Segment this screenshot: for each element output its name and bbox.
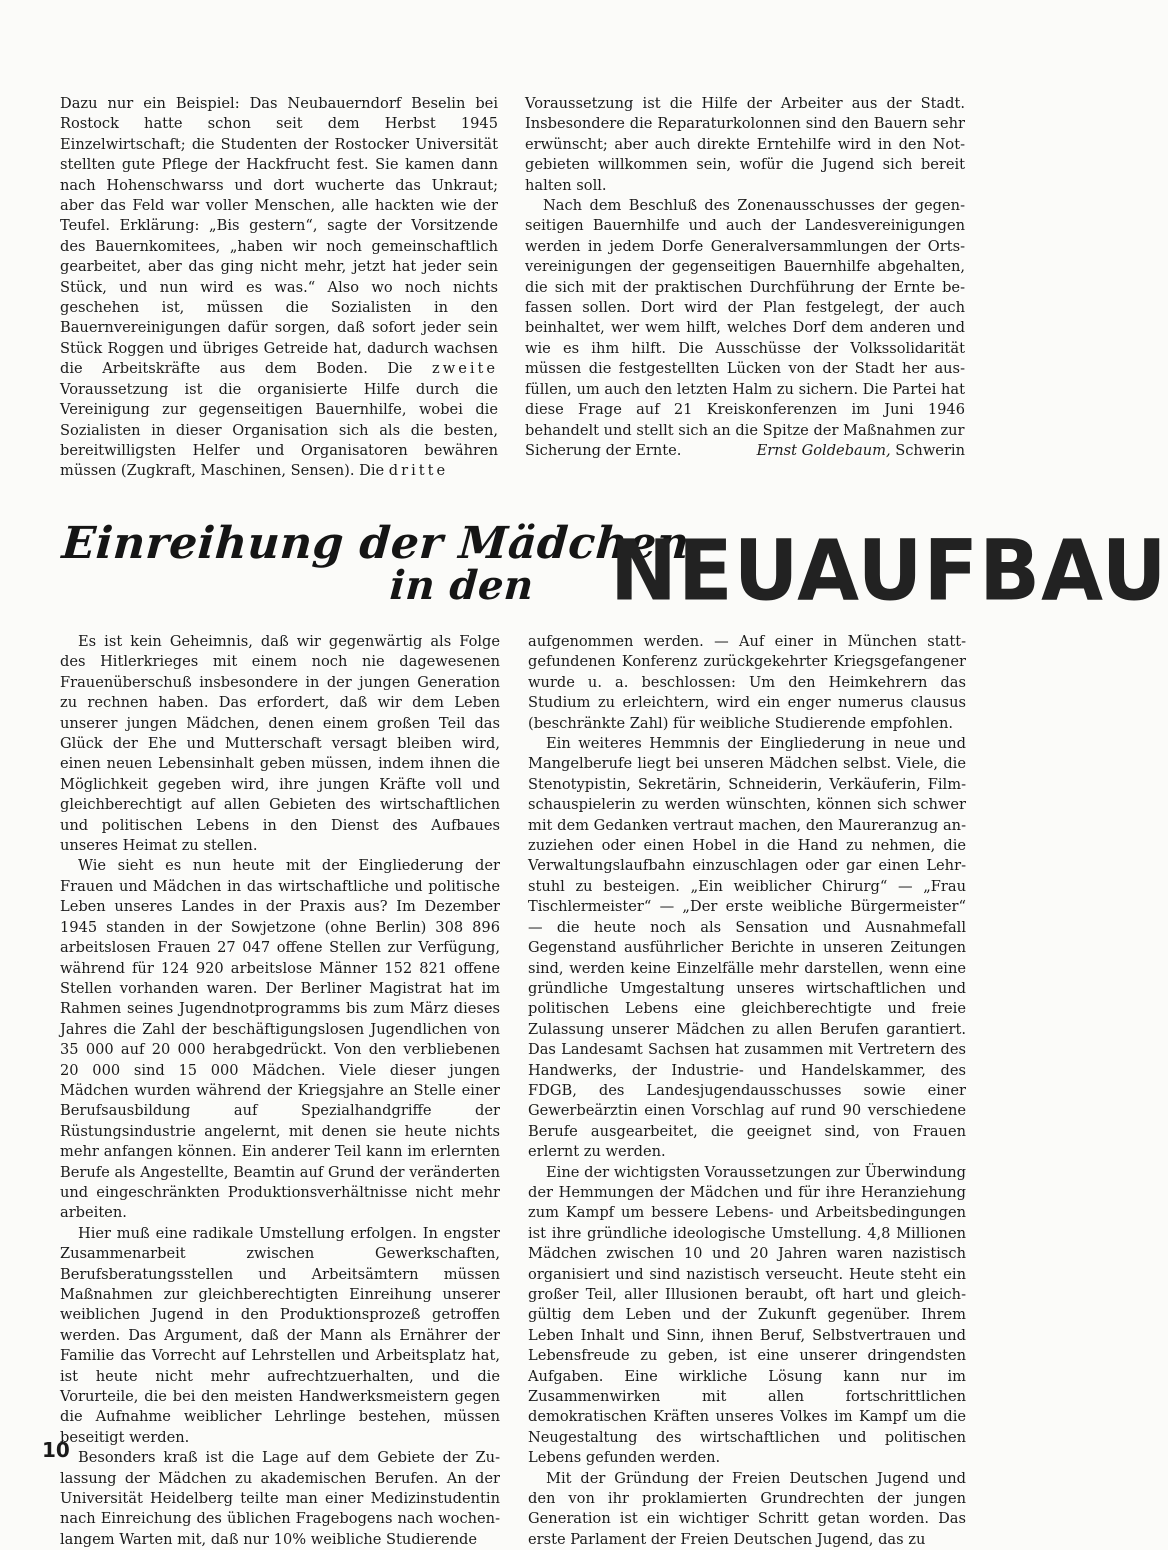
- spaced-word: dritte: [388, 462, 449, 480]
- heading-script-line-1: Einreihung der Mädchen: [60, 518, 691, 569]
- main-right-paragraph: Ein weiteres Hemmnis der Eingliederung in neue und Mangelberufe liegt bei unseren Mädchen selbst. Viele, die Stenotypistin, Sekretärin, Schneiderin, Verkäuferin, Filmschauspielerin zu werden wünschten, können sich schwer mit dem Gedanken vertraut machen, den Maureranzug anzuziehen oder einen Hobel in die Hand zu nehmen, die Verwaltungslaufbahn einzuschlagen oder gar einen Lehrstuhl zu besteigen. „Ein weiblicher Chirurg“ — „Frau Tischlermeister“ — „Der erste weibliche Bürgermeister“ — die heute noch als Sensation und Ausnahmefall Gegenstand ausführlicher Berichte in unseren Zeitungen sind, werden keine Einzelfälle mehr darstellen, wenn eine gründliche Umgestaltung unseres wirtschaftlichen und politischen Lebens eine gleichberechtigte und freie Zulassung unserer Mädchen zu allen Berufen garantiert. Das Landesamt Sachsen hat zusammen mit Vertretern des Handwerks, der Industrie- und Handelskammer, des FDGB, des Landesjugendausschusses sowie einer Gewerbeärztin einen Vorschlag auf rund 90 verschiedene Berufe ausgearbeitet, die geeignet sind, von Frauen erlernt zu werden.: [528, 735, 966, 1161]
- main-right-paragraph: Eine der wichtigsten Voraussetzungen zur Überwindung der Hemmungen der Mädchen und für ihre Heranziehung zum Kampf um bessere Lebens- und Arbeitsbedingungen ist ihre gründliche ideologische Umstellung. 4,8 Millionen Mädchen zwischen 10 und 20 Jahren waren nazistisch organisiert und sind nazistisch verseucht. Heute steht ein großer Teil, aller Illusionen beraubt, oft hart und gleichgültig dem Leben und der Zukunft gegenüber. Ihrem Leben Inhalt und Sinn, ihnen Beruf, Selbstvertrauen und Lebensfreude zu geben, ist eine unserer dringendsten Aufgaben. Eine wirkliche Lösung kann nur im Zusammenwirken mit allen fortschrittlichen demokratischen Kräften unseres Volkes im Kampf um die Neugestaltung des wirtschaftlichen und politischen Lebens gefunden werden.: [528, 1163, 966, 1467]
- top-article-left-column: [60, 94, 498, 482]
- spaced-word: zweite: [432, 360, 499, 378]
- main-left-paragraph: Besonders kraß ist die Lage auf dem Gebiete der Zulassung der Mädchen zu akademischen Berufen. An der Universität Heidelberg teilte man einer Medizinstudentin nach Einreichung des üblichen Fragebogens nach wochenlangem Warten mit, daß nur 10% weibliche Studierende: [60, 1449, 500, 1548]
- main-left-paragraph: Wie sieht es nun heute mit der Eingliederung der Frauen und Mädchen in das wirtschaftliche und politische Leben unseres Landes in der Praxis aus? Im Dezember 1945 standen in der Sowjetzone (ohne Berlin) 308 896 arbeitslosen Frauen 27 047 offene Stellen zur Verfügung, während für 124 920 arbeitslose Männer 152 821 offene Stellen vorhanden waren. Der Berliner Magistrat hat im Rahmen seines Jugendnotprogramms bis zum März dieses Jahres die Zahl der beschäftigungslosen Jugendlichen von 35 000 auf 20 000 herabgedrückt. Von den verbliebenen 20 000 sind 15 000 Mädchen. Viele dieser jungen Mädchen wurden während der Kriegsjahre an Stelle einer Berufsausbildung auf Spezialhandgriffe der Rüstungsindustrie angelernt, mit denen sie heute nichts mehr anfangen können. Ein anderer Teil kann im erlernten Berufe als Angestellte, Beamtin auf Grund der veränderten und eingeschränkten Produktionsverhältnisse nicht mehr arbeiten.: [60, 857, 500, 1222]
- paragraph-text: Voraussetzung ist die organisierte Hilfe durch die Vereinigung zur gegenseitigen Bauernhilfe, wobei die Sozialisten in dieser Organisation sich als die besten, bereitwilligsten Helfer und Organisatoren bewähren müssen (Zugkraft, Maschinen, Sensen). Die: [60, 380, 498, 480]
- main-right-paragraph: aufgenommen werden. — Auf einer in München stattgefundenen Konferenz zurückgekehrter Kriegsgefangener wurde u. a. beschlossen: Um den Heimkehrern das Studium zu erleichtern, wird ein enger numerus clausus (beschränkte Zahl) für weibliche Studierende empfohlen.: [528, 633, 966, 732]
- signature-line: [525, 441, 965, 461]
- top-article-right-column: [525, 94, 965, 461]
- author-city: Schwerin: [895, 441, 965, 459]
- top-right-paragraph: Voraussetzung ist die Hilfe der Arbeiter aus der Stadt. Insbesondere die Reparaturkolonnen sind den Bauern sehr erwünscht; aber auch direkte Erntehilfe wird in den Notgebieten willkommen sein, wofür die Jugend sich bereit halten soll.: [525, 95, 965, 194]
- closing-text: Sicherung der Ernte.: [525, 441, 682, 459]
- main-left-paragraph: Es ist kein Geheimnis, daß wir gegenwärtig als Folge des Hitlerkrieges mit einem noch nie dagewesenen Frauenüberschuß insbesondere in der jungen Generation zu rechnen haben. Das erfordert, daß wir dem Leben unserer jungen Mädchen, denen einem großen Teil das Glück der Ehe und Mutterschaft versagt bleiben wird, einen neuen Lebensinhalt geben müssen, indem ihnen die Möglichkeit gegeben wird, ihre jungen Kräfte voll und gleichberechtigt auf allen Gebieten des wirtschaftlichen und politischen Lebens in den Dienst des Aufbaues unseres Heimat zu stellen.: [60, 633, 500, 855]
- author-signature: [757, 441, 965, 461]
- main-left-paragraph: Hier muß eine radikale Umstellung erfolgen. In engster Zusammenarbeit zwischen Gewerkschaften, Berufsberatungsstellen und Arbeitsämtern müssen Maßnahmen zur gleichberechtigten Einreihung unserer weiblichen Jugend in den Produktionsprozeß getroffen werden. Das Argument, daß der Mann als Ernährer der Familie das Vorrecht auf Lehrstellen und Arbeitsplatz hat, ist heute nicht mehr aufrechtzuerhalten, und die Vorurteile, die bei den meisten Handwerksmeistern gegen die Aufnahme weiblicher Lehrlinge bestehen, müssen beseitigt werden.: [60, 1224, 500, 1446]
- heading-script-line-2: in den: [388, 562, 536, 609]
- main-article-right-column: [528, 632, 966, 1550]
- main-right-paragraph: Mit der Gründung der Freien Deutschen Jugend und den von ihr proklamierten Grundrechten der jungen Generation ist ein wichtiger Schritt getan worden. Das erste Parlament der Freien Deutschen Jugend, das zu: [528, 1469, 966, 1548]
- author-name: Ernst Goldebaum,: [756, 441, 891, 459]
- article-heading: [58, 506, 1168, 626]
- page-number: 10: [42, 1438, 70, 1462]
- top-right-paragraph: Nach dem Beschluß des Zonenausschusses der gegenseitigen Bauernhilfe und auch der Landesvereinigungen werden in jedem Dorfe Generalversammlungen der Ortsvereinigungen der gegenseitigen Bauernhilfe abgehalten, die sich mit der praktischen Durchführung der Ernte befassen sollen. Dort wird der Plan festgelegt, der auch beinhaltet, wer wem hilft, welches Dorf dem anderen und wie es ihm hilft. Die Ausschüsse der Volkssolidarität müssen die festgestellten Lücken von der Stadt her ausfüllen, um auch den letzten Halm zu sichern. Die Partei hat diese Frage auf 21 Kreiskonferenzen im Juni 1946 behandelt und stellt sich an die Spitze der Maßnahmen zur: [525, 197, 965, 439]
- paragraph-text: Dazu nur ein Beispiel: Das Neubauerndorf Beselin bei Rostock hatte schon seit dem Herbst 1945 Einzelwirtschaft; die Studenten der Rostocker Universität stellten gute Pflege der Hackfrucht fest. Sie kamen dann nach Hohenschwarss und dort wucherte das Unkraut; aber das Feld war voller Menschen, alle hackten wie der Teufel. Erklärung: „Bis gestern“, sagte der Vorsitzende des Bauernkomitees, „haben wir noch gemeinschaftlich gearbeitet, aber das ging nicht mehr, jetzt hat jeder sein Stück, und nun wird es was.“ Also wo noch nichts geschehen ist, müssen die Sozialisten in den Bauernvereinigungen dafür sorgen, daß sofort jeder sein Stück Roggen und übriges Getreide hat, dadurch wachsen die Arbeitskräfte aus dem Boden. Die: [60, 95, 498, 378]
- heading-emphasis: NEUAUFBAU: [610, 521, 1168, 620]
- top-left-paragraph: [60, 94, 498, 482]
- main-article-left-column: [60, 632, 500, 1550]
